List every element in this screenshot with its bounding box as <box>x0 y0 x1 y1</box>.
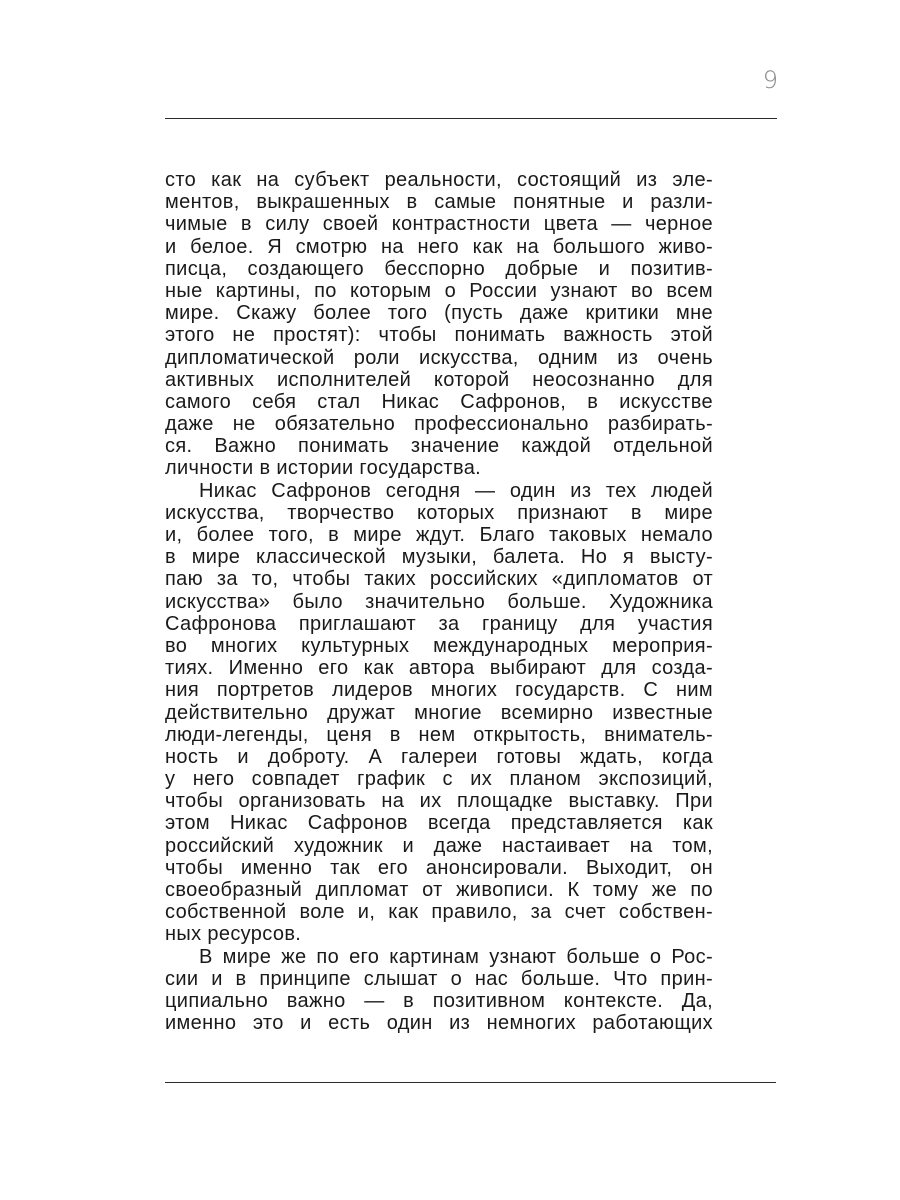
text-line: своеобразный дипломат от живописи. К тому же по <box>165 879 713 901</box>
text-line: в мире классической музыки, балета. Но я высту- <box>165 546 713 569</box>
text-line: во многих культурных международных мероприя- <box>165 634 713 657</box>
text-line: ся. Важно понимать значение каждой отдельной <box>165 435 713 458</box>
text-line: собственной воле и, как правило, за счет собствен- <box>165 901 713 924</box>
text-line: этом Никас Сафронов всегда представляется как <box>165 812 713 835</box>
text-line: дипломатической роли искусства, одним из очень <box>165 346 713 369</box>
text-line: и белое. Я смотрю на него как на большого живо- <box>165 235 713 258</box>
text-line: Никас Сафронов сегодня — один из тех людей <box>199 479 713 502</box>
text-line: этого не простят): чтобы понимать важность этой <box>165 324 713 347</box>
text-line: чтобы именно так его анонсировали. Выходит, он <box>165 856 713 879</box>
text-line: сто как на субъект реальности, состоящий из эле- <box>165 169 713 191</box>
text-line: именно это и есть один из немногих работающих <box>165 1012 713 1035</box>
text-line: мире. Скажу более того (пусть даже критики мне <box>165 302 713 325</box>
text-line: чтобы организовать на их площадке выставку. При <box>165 790 713 813</box>
page-number: 9 <box>762 66 778 94</box>
text-line: паю за то, чтобы таких российских «дипломатов от <box>165 568 713 591</box>
text-line: В мире же по его картинам узнают больше о Рос- <box>199 945 713 968</box>
text-line: личности в истории государства. <box>165 457 482 480</box>
footer-rule <box>165 1082 776 1083</box>
text-line: ные картины, по которым о России узнают во всем <box>165 279 713 302</box>
text-line: действительно дружат многие всемирно известные <box>165 701 713 724</box>
text-line: самого себя стал Никас Сафронов, в искусстве <box>165 390 713 413</box>
text-line: ципиально важно — в позитивном контексте. Да, <box>165 989 713 1012</box>
text-line: российский художник и даже настаивает на том, <box>165 834 713 857</box>
text-line: у него совпадет график с их планом экспозиций, <box>165 768 713 791</box>
text-line: ния портретов лидеров многих государств. С ним <box>165 679 713 702</box>
text-line: люди-легенды, ценя в нем открытость, вниматель- <box>165 723 713 746</box>
paragraph <box>165 169 713 480</box>
text-line: сии и в принципе слышат о нас больше. Что прин- <box>165 967 713 990</box>
text-line: даже не обязательно профессионально разбирать- <box>165 413 713 436</box>
text-line: писца, создающего бесспорно добрые и позитив- <box>165 257 713 280</box>
header-rule <box>165 118 777 119</box>
text-line: ментов, выкрашенных в самые понятные и разли- <box>165 191 713 214</box>
text-line: Сафронова приглашают за границу для участия <box>165 612 713 635</box>
body-text <box>165 169 713 1034</box>
text-line: и, более того, в мире ждут. Благо таковых немало <box>165 524 713 546</box>
text-line: чимые в силу своей контрастности цвета — черное <box>165 213 713 236</box>
text-line: ных ресурсов. <box>165 923 302 946</box>
text-line: активных исполнителей которой неосознанно для <box>165 368 713 391</box>
text-line: тиях. Именно его как автора выбирают для созда- <box>165 657 713 680</box>
paragraph <box>165 946 713 1035</box>
text-line: искусства» было значительно больше. Художника <box>165 590 713 613</box>
text-line: ность и доброту. А галереи готовы ждать, когда <box>165 745 713 768</box>
text-line: искусства, творчество которых признают в мире <box>165 501 713 524</box>
paragraph <box>165 480 713 946</box>
